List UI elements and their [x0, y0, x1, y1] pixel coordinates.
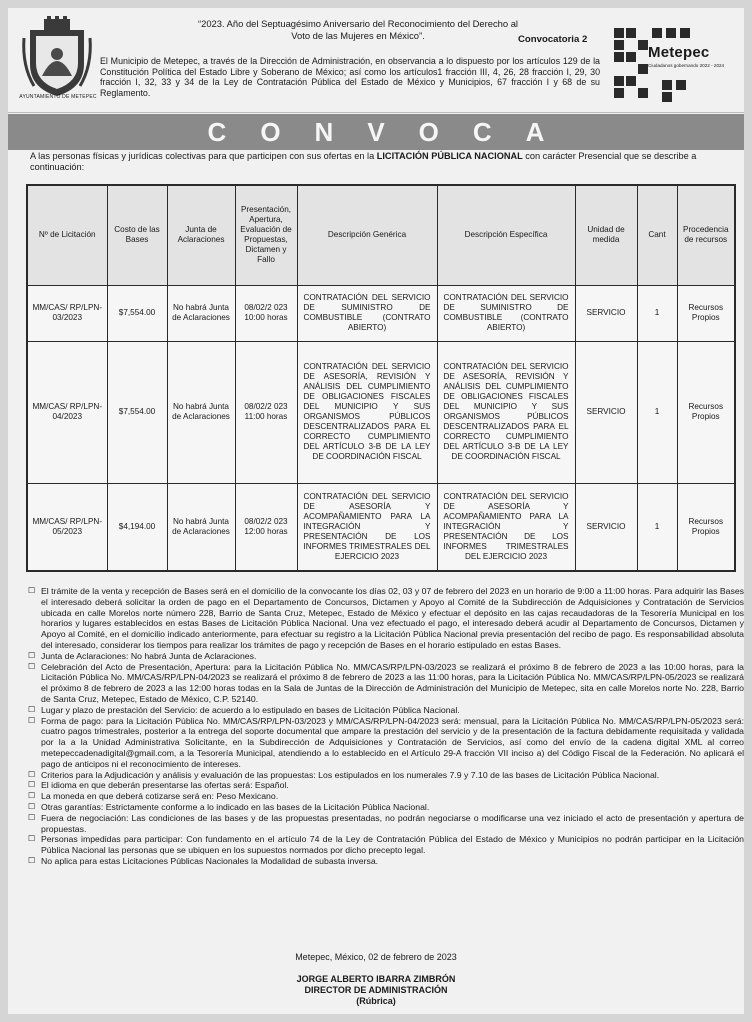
list-item-text: Lugar y plazo de prestación del Servicio: de acuerdo a lo estipulado en bases de Licitación Pública Nacional. — [41, 704, 460, 715]
table-cell: CONTRATACIÓN DEL SERVICIO DE ASESORÍA, REVISIÓN Y ANÁLISIS DEL CUMPLIMIENTO DE OBLIGACIONES FISCALES DEL MUNICIPIO Y SUS ORGANISMOS PÚBLICOS DESCENTRALIZADOS PARA EL CORRECTO CUMPLIMIENTO DEL ARTÍCULO 3-B DE LA LEY DE COORDINACIÓN FISCAL — [437, 341, 575, 483]
checkbox-bullet-icon: ☐ — [28, 855, 36, 865]
column-header: Junta de Aclaraciones — [167, 185, 235, 285]
lead-text-before: A las personas físicas y jurídicas colectivas para que participen con sus ofertas en la — [30, 151, 377, 161]
list-item-text: Otras garantías: Estrictamente conforme a lo indicado en las bases de la Licitación Pública Nacional. — [41, 801, 430, 812]
table-cell: CONTRATACIÓN DEL SERVICIO DE SUMINISTRO DE COMBUSTIBLE (CONTRATO ABIERTO) — [297, 285, 437, 341]
signature-note: (Rúbrica) — [356, 996, 396, 1006]
conditions-list — [28, 586, 744, 867]
table-cell: MM/CAS/ RP/LPN- 03/2023 — [27, 285, 107, 341]
banner-title: CONVOCA — [207, 117, 579, 147]
table-cell: $4,194.00 — [107, 483, 167, 571]
table-row — [27, 341, 735, 483]
checkbox-bullet-icon: ☐ — [28, 661, 36, 671]
logo-tagline: Ciudadanos gobernando 2022 - 2024 — [648, 63, 725, 68]
lead-text-after: con carácter Presencial que se describe a continuación: — [30, 151, 697, 172]
list-item — [28, 856, 744, 867]
table-cell: 1 — [637, 285, 677, 341]
list-item-text: Fuera de negociación: Las condiciones de las bases y de las propuestas presentadas, no podrán negociarse o modificarse una vez iniciado el acto de presentación y apertura de propuestas. — [41, 812, 744, 834]
table-cell: 08/02/2 023 11:00 horas — [235, 341, 297, 483]
checkbox-bullet-icon: ☐ — [28, 791, 36, 801]
list-item — [28, 834, 744, 856]
column-header: Unidad de medida — [575, 185, 637, 285]
convoca-banner — [8, 114, 744, 150]
list-item — [28, 802, 744, 813]
column-header: Cant — [637, 185, 677, 285]
list-item-text: El trámite de la venta y recepción de Bases será en el domicilio de la convocante los días 02, 03 y 07 de febrero del 2023 en un horario de 9:00 a 11:00 horas. Para adquirir las Bases el interesado deberá solicitar la orden de pago en el Departamento de Concursos, Dictamen y Apoyo al Comité de la Subdirección de Adquisiciones y Contratación de Servicios ubicada en calle Morelos norte número 228, Barrio de Santa Cruz, Metepec, Estado de México y efectuar el depósito en las cajas recaudadoras de la Tesorería Municipal en los horarios y lugares establecidos en estas Bases de Licitación Pública Nacional. Una vez efectuado el pago, el interesado deberá acudir al Departamento de Concursos, Dictamen y Apoyo al Comité, en el domicilio indicado anteriormente, para efectuar su registro a la Licitación Pública Nacional previa presentación del recibo de pago. Es responsabilidad absoluta del interesado, considerar los tiempos para realizar los trámites de pago y recepción de Bases en el horario estipulado en estas Bases. — [41, 586, 744, 650]
column-header: Descripción Genérica — [297, 185, 437, 285]
table-cell: SERVICIO — [575, 483, 637, 571]
lead-text-bold: LICITACIÓN PÚBLICA NACIONAL — [376, 151, 523, 161]
table-cell: CONTRATACIÓN DEL SERVICIO DE ASESORÍA, REVISIÓN Y ANÁLISIS DEL CUMPLIMIENTO DE OBLIGACIONES FISCALES DEL MUNICIPIO Y SUS ORGANISMOS PÚBLICOS DESCENTRALIZADOS PARA EL CORRECTO CUMPLIMIENTO DEL ARTÍCULO 3-B DE LA LEY DE COORDINACIÓN FISCAL — [297, 341, 437, 483]
list-item-text: Forma de pago: para la Licitación Pública No. MM/CAS/RP/LPN-03/2023 y MM/CAS/RP/LPN-04/2023 será: mensual, para la Licitación Pública No. MM/CAS/RP/LPN-05/2023 será: cuatro pagos trimestrales, posterior a la entrega del soporte documental que ampare la prestación del servicio y de la presentación de la factura debidamente requisitada y validada por la a la Unidad Administrativa Solicitante, en la Subdirección de Adquisiciones y Contratación de Servicios, así como del envío de la cadena digital XML al correo metepeccadenadigital@gmail.com, a la Tesorería Municipal, atendiendo a lo establecido en el Artículo 29-A fracción VII inciso a) del Código Fiscal de la Federación. No aplicará el pago de anticipos ni el reconocimiento de intereses. — [41, 715, 744, 769]
lead-paragraph — [30, 151, 742, 173]
table-cell: MM/CAS/ RP/LPN- 04/2023 — [27, 341, 107, 483]
list-item-text: No aplica para estas Licitaciones Públicas Nacionales la Modalidad de subasta inversa. — [41, 855, 379, 866]
list-item — [28, 791, 744, 802]
list-item-text: Criterios para la Adjudicación y análisis y evaluación de las propuestas: Los estipulados en los numerales 7.9 y 7.10 de las bases de Licitación Pública Nacional. — [41, 769, 660, 780]
year-motto: “2023. Año del Septuagésimo Aniversario del Reconocimiento del Derecho al Voto de las Mujeres en México”. — [198, 18, 518, 41]
intro-paragraph: El Municipio de Metepec, a través de la Dirección de Administración, en observancia a lo dispuesto por los artículos 129 de la Constitución Política del Estado Libre y Soberano de México; así como los artículos1 fracción III, 4, 26, 28 fracción I, 29, 30 fracción I, 32, 33 y 34 de la Ley de Contratación Pública del Estado de México y Municipios, 67 fracción I y 68 de su Reglamento. — [100, 56, 600, 98]
table-cell: 08/02/2 023 12:00 horas — [235, 483, 297, 571]
table-header-row — [27, 185, 735, 285]
seal-caption: AYUNTAMIENTO DE METEPEC — [19, 94, 97, 100]
checkbox-bullet-icon: ☐ — [28, 715, 36, 725]
notice-header — [8, 8, 744, 113]
table-cell: SERVICIO — [575, 341, 637, 483]
table-cell: 08/02/2 023 10:00 horas — [235, 285, 297, 341]
list-item — [28, 716, 744, 770]
list-item-text: Junta de Aclaraciones: No habrá Junta de Aclaraciones. — [41, 650, 257, 661]
list-item-text: El idioma en que deberán presentarse las ofertas será: Español. — [41, 780, 289, 791]
list-item-text: Celebración del Acto de Presentación, Apertura: para la Licitación Pública No. MM/CAS/RP/LPN-03/2023 se realizará el próximo 8 de febrero de 2023 a las 10:00 horas, para la Licitación Pública No. MM/CAS/RP/LPN-04/2023 se realizará el próximo 8 de febrero de 2023 a las 11:00 horas, para la Licitación Pública No. MM/CAS/RP/LPN-05/2023 se realizará el próximo 8 de febrero de 2023 a las 12:00 horas todas en la Sala de Juntas de la Dirección de Administración del Municipio de Metepec, sita en calle Morelos norte No. 228, Barrio de Santa Cruz, Metepec, Estado de México, C.P. 52140. — [41, 661, 744, 704]
checkbox-bullet-icon: ☐ — [28, 650, 36, 660]
licitaciones-table — [26, 184, 736, 572]
list-item — [28, 780, 744, 791]
table-cell: 1 — [637, 341, 677, 483]
table-cell: $7,554.00 — [107, 341, 167, 483]
column-header: Presentación, Apertura, Evaluación de Propuestas, Dictamen y Fallo — [235, 185, 297, 285]
list-item — [28, 651, 744, 662]
notice-page — [8, 8, 744, 1014]
table-cell: No habrá Junta de Aclaraciones — [167, 341, 235, 483]
list-item — [28, 770, 744, 781]
list-item-text: Personas impedidas para participar: Con fundamento en el artículo 74 de la Ley de Contratación Pública del Estado de México y Municipios no podrán participar en la Licitación Pública Nacional las personas que se ubiquen en los supuestos normados por dicho precepto legal. — [41, 834, 744, 856]
table-cell: $7,554.00 — [107, 285, 167, 341]
signer-title: DIRECTOR DE ADMINISTRACIÓN — [304, 985, 448, 995]
checkbox-bullet-icon: ☐ — [28, 704, 36, 714]
list-item — [28, 662, 744, 705]
column-header: Descripción Específica — [437, 185, 575, 285]
table-cell: 1 — [637, 483, 677, 571]
table-row — [27, 483, 735, 571]
municipal-seal-icon — [20, 16, 94, 102]
checkbox-bullet-icon: ☐ — [28, 769, 36, 779]
list-item — [28, 586, 744, 651]
table-cell: CONTRATACIÓN DEL SERVICIO DE ASESORÍA Y ACOMPAÑAMIENTO PARA LA INTEGRACIÓN Y PRESENTACIÓN DE LOS INFORMES TRIMESTRALES DEL EJERCICIO 2023 — [297, 483, 437, 571]
list-item — [28, 813, 744, 835]
table-cell: CONTRATACIÓN DEL SERVICIO DE ASESORÍA Y ACOMPAÑAMIENTO PARA LA INTEGRACIÓN Y PRESENTACIÓN DE LOS INFORMES TRIMESTRALES DEL EJERCICIO 2023 — [437, 483, 575, 571]
checkbox-bullet-icon: ☐ — [28, 834, 36, 844]
checkbox-bullet-icon: ☐ — [28, 586, 36, 595]
table-cell: SERVICIO — [575, 285, 637, 341]
list-item — [28, 705, 744, 716]
logo-name: Metepec — [648, 44, 710, 61]
table-cell: No habrá Junta de Aclaraciones — [167, 483, 235, 571]
table-cell: CONTRATACIÓN DEL SERVICIO DE SUMINISTRO DE COMBUSTIBLE (CONTRATO ABIERTO) — [437, 285, 575, 341]
table-cell: Recursos Propios — [677, 285, 735, 341]
table-cell: No habrá Junta de Aclaraciones — [167, 285, 235, 341]
column-header: Costo de las Bases — [107, 185, 167, 285]
convocatoria-number: Convocatoria 2 — [518, 34, 588, 45]
table-row — [27, 285, 735, 341]
table-cell: MM/CAS/ RP/LPN- 05/2023 — [27, 483, 107, 571]
checkbox-bullet-icon: ☐ — [28, 812, 36, 822]
checkbox-bullet-icon: ☐ — [28, 780, 36, 790]
table-cell: Recursos Propios — [677, 341, 735, 483]
checkbox-bullet-icon: ☐ — [28, 801, 36, 811]
column-header: Procedencia de recursos — [677, 185, 735, 285]
list-item-text: La moneda en que deberá cotizarse será en: Peso Mexicano. — [41, 791, 279, 802]
signer-name: JORGE ALBERTO IBARRA ZIMBRÓN — [296, 974, 456, 984]
column-header: Nº de Licitación — [27, 185, 107, 285]
signature-block — [8, 974, 744, 1007]
place-date: Metepec, México, 02 de febrero de 2023 — [295, 952, 457, 962]
table-cell: Recursos Propios — [677, 483, 735, 571]
